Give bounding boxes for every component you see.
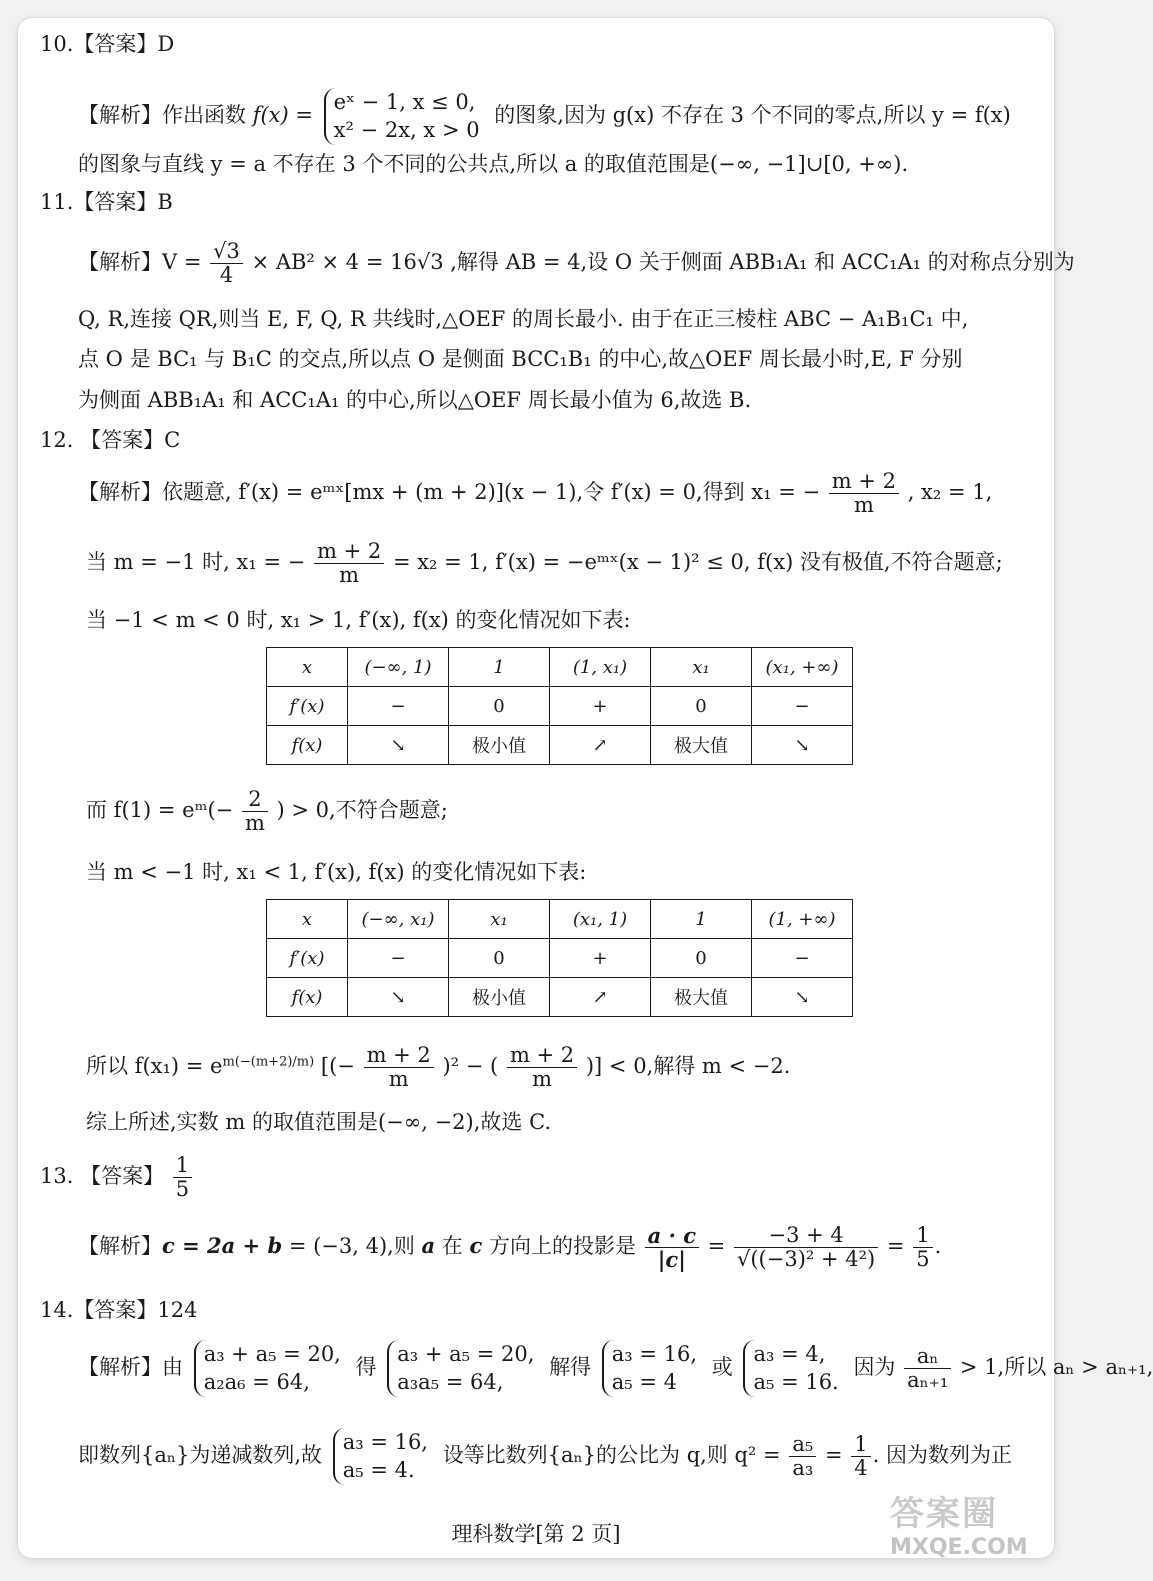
table2-cell: 1 xyxy=(651,900,752,939)
q13-text-g: 方向上的投影是 xyxy=(488,1234,636,1259)
q14-analysis-line1 xyxy=(78,1340,1153,1397)
q14-text-de: 得 xyxy=(355,1354,377,1379)
q10-piecewise xyxy=(324,88,484,145)
q12-fraction-1: $\frac{m + 2}{m}$ xyxy=(829,470,899,517)
table1-row xyxy=(267,687,853,726)
q12-analysis-line1 xyxy=(78,470,992,517)
q14-text-2c: = xyxy=(824,1442,843,1467)
q13-text-e: 在 xyxy=(441,1234,463,1259)
variation-table-1 xyxy=(266,647,853,765)
q14-text-2d: . 因为数列为正 xyxy=(872,1442,1012,1467)
table2-cell: − xyxy=(752,939,853,978)
table1-cell: (1, x₁) xyxy=(550,648,651,687)
table2-cell: ↘ xyxy=(752,978,853,1017)
q14-analysis-line2 xyxy=(78,1428,1012,1485)
q12-fraction-4: $\frac{m + 2}{m}$ xyxy=(364,1044,434,1091)
table2-cell: 极大值 xyxy=(651,978,752,1017)
q14-heading: 14.【答案】124 xyxy=(40,1298,198,1322)
q14-q-fraction: $\frac{\text{a₅}}{\text{a₃}}$ xyxy=(789,1433,816,1480)
q14-quarter-fraction: $\frac{1}{4}$ xyxy=(851,1433,870,1480)
table2-cell: 0 xyxy=(449,939,550,978)
q10-case1: eˣ − 1, x ≤ 0, xyxy=(333,90,476,114)
q12-text-4a: 而 f(1) = eᵐ(− xyxy=(86,798,234,823)
q12-heading: 12. 【答案】C xyxy=(40,428,181,452)
document-page xyxy=(18,18,1153,1560)
table2-cell: (−∞, x₁) xyxy=(348,900,449,939)
q14-text-a: 【解析】由 xyxy=(78,1354,183,1379)
q10-function-name: f(x) = xyxy=(252,102,313,127)
table1-cell: (−∞, 1) xyxy=(348,648,449,687)
table1-cell: − xyxy=(348,687,449,726)
q12-text-2b: = x₂ = 1, f′(x) = −eᵐˣ(x − 1)² ≤ 0, f(x) 没有极值,不符合题意; xyxy=(392,550,1003,575)
q14-text-2b: 设等比数列{aₙ}的公比为 q,则 q² = xyxy=(442,1442,781,1467)
q11-heading: 11.【答案】B xyxy=(40,190,173,214)
table1-row xyxy=(267,726,853,765)
q14-system-1: a₃ + a₅ = 20, a₂a₆ = 64, xyxy=(194,1340,345,1397)
table2-cell: f(x) xyxy=(267,978,348,1017)
q14-text-2a: 即数列{aₙ}为递减数列,故 xyxy=(78,1442,323,1467)
q14-system-4: a₃ = 4, a₅ = 16. xyxy=(743,1340,842,1397)
table1-cell: − xyxy=(752,687,853,726)
q10-analysis-text: 【解析】作出函数 xyxy=(78,102,246,127)
q14-system-3: a₃ = 16, a₅ = 4 xyxy=(602,1340,701,1397)
page-footer: 理科数学[第 2 页] xyxy=(451,1522,621,1546)
table1-cell: ↗ xyxy=(550,726,651,765)
table2-row xyxy=(267,900,853,939)
table1-cell: 0 xyxy=(651,687,752,726)
table2-cell: f′(x) xyxy=(267,939,348,978)
q13-analysis: 【解析】c = 2a + b = (−3, 4),则 a 在 c 方向上的投影是 $\frac{a \cdot c}{|c|}$ = $\frac{-3 + 4}{\text{√((−3)² + 4²)}}$ = $\frac{1}{5}$ . xyxy=(78,1223,942,1273)
q12-exponent: m(−(m+2)/m) xyxy=(222,1054,315,1070)
q13-text-a: 【解析】 xyxy=(78,1234,162,1259)
q13-answer-fraction: $\frac{1}{5}$ xyxy=(173,1154,192,1201)
table2-cell: 极小值 xyxy=(449,978,550,1017)
q11-analysis-line1 xyxy=(78,240,1075,287)
q12-text-6d: )] < 0,解得 m < −2. xyxy=(585,1054,791,1079)
variation-table-2 xyxy=(266,899,853,1017)
q13-text-c: = (−3, 4),则 xyxy=(288,1234,415,1259)
table1-cell: x xyxy=(267,648,348,687)
q11-fraction: $\frac{√3}{4}$ xyxy=(210,240,243,287)
table1-cell: ↘ xyxy=(752,726,853,765)
watermark-logo: 答案圈 xyxy=(890,1494,998,1534)
table2-cell: − xyxy=(348,939,449,978)
table1-cell: 极大值 xyxy=(651,726,752,765)
q12-text-2a: 当 m = −1 时, x₁ = − xyxy=(86,550,306,575)
q13-heading xyxy=(40,1154,194,1201)
q12-text-6a: 所以 f(x₁) = e xyxy=(86,1054,223,1079)
q12-text-b: , x₂ = 1, xyxy=(907,480,993,505)
q10-analysis-cont: 的图象,因为 g(x) 不存在 3 个不同的零点,所以 y = f(x) xyxy=(494,102,1011,127)
table2-cell: + xyxy=(550,939,651,978)
q10-heading: 10.【答案】D xyxy=(40,32,175,56)
q14-ratio-fraction: $\frac{\text{aₙ}}{\text{aₙ₊₁}}$ xyxy=(904,1345,951,1392)
q12-fraction-3: $\frac{2}{m}$ xyxy=(242,788,268,835)
q12-text-4b: ) > 0,不符合题意; xyxy=(276,798,448,823)
q11-text-b: × AB² × 4 = 16√3 ,解得 AB = 4,设 O 关于侧面 ABB₁A₁ 和 ACC₁A₁ 的对称点分别为 xyxy=(251,250,1075,275)
q14-system-5: a₃ = 16, a₅ = 4. xyxy=(333,1428,432,1485)
table1-cell: f(x) xyxy=(267,726,348,765)
table1-cell: + xyxy=(550,687,651,726)
table2-cell: x xyxy=(267,900,348,939)
q14-text-jiede: 解得 xyxy=(549,1354,592,1379)
q13-vector-a: a xyxy=(421,1233,436,1259)
q12-text-6c: )² − ( xyxy=(442,1054,499,1079)
q14-text-tail: > 1,所以 aₙ > aₙ₊₁, xyxy=(959,1354,1153,1379)
q14-text-huo: 或 xyxy=(711,1354,733,1379)
q12-text-a: 【解析】依题意, f′(x) = eᵐˣ[mx + (m + 2)](x − 1),令 f′(x) = 0,得到 x₁ = − xyxy=(78,480,821,505)
q13-heading-text: 13. 【答案】 xyxy=(40,1164,165,1189)
table2-cell: ↘ xyxy=(348,978,449,1017)
q11-analysis-line3: 点 O 是 BC₁ 与 B₁C 的交点,所以点 O 是侧面 BCC₁B₁ 的中心,故△OEF 周长最小时,E, F 分别 xyxy=(78,347,963,371)
q10-case2: x² − 2x, x > 0 xyxy=(333,118,480,143)
q13-value-fraction: $\frac{-3 + 4}{\text{√((−3)² + 4²)}}$ xyxy=(734,1224,878,1271)
table2-cell: ↗ xyxy=(550,978,651,1017)
q14-system-2: a₃ + a₅ = 20, a₃a₅ = 64, xyxy=(387,1340,538,1397)
q12-analysis-line4 xyxy=(86,788,448,835)
q12-fraction-2: $\frac{m + 2}{m}$ xyxy=(314,540,384,587)
q13-vector-c: c xyxy=(469,1233,483,1259)
table2-row xyxy=(267,978,853,1017)
q12-text-6b: [(− xyxy=(320,1054,355,1079)
table2-cell: (x₁, 1) xyxy=(550,900,651,939)
q12-fraction-5: $\frac{m + 2}{m}$ xyxy=(507,1044,577,1091)
table2-row xyxy=(267,939,853,978)
q13-equals-2: = xyxy=(886,1234,905,1259)
q12-analysis-line3: 当 −1 < m < 0 时, x₁ > 1, f′(x), f(x) 的变化情况如下表: xyxy=(86,608,631,632)
table1-cell: 1 xyxy=(449,648,550,687)
q12-analysis-line6 xyxy=(86,1044,790,1091)
q13-result-fraction: $\frac{1}{5}$ xyxy=(913,1224,932,1271)
table2-cell: 0 xyxy=(651,939,752,978)
table2-cell: x₁ xyxy=(449,900,550,939)
watermark xyxy=(890,1486,1040,1558)
q13-equals-1: = xyxy=(707,1234,726,1259)
q13-vector-eq: c = 2a + b xyxy=(162,1233,283,1259)
table1-cell: f′(x) xyxy=(267,687,348,726)
q10-analysis-line1 xyxy=(78,88,1011,145)
q11-text-a: 【解析】V = xyxy=(78,250,202,275)
table2-cell: (1, +∞) xyxy=(752,900,853,939)
q11-analysis-line4: 为侧面 ABB₁A₁ 和 ACC₁A₁ 的中心,所以△OEF 周长最小值为 6,故选 B. xyxy=(78,388,752,412)
table1-cell: 0 xyxy=(449,687,550,726)
table1-cell: (x₁, +∞) xyxy=(752,648,853,687)
table1-cell: x₁ xyxy=(651,648,752,687)
table1-cell: ↘ xyxy=(348,726,449,765)
q12-analysis-line2 xyxy=(86,540,1003,587)
q10-analysis-line2: 的图象与直线 y = a 不存在 3 个不同的公共点,所以 a 的取值范围是(−∞, −1]∪[0, +∞). xyxy=(78,152,909,176)
q13-projection-fraction: $\frac{a \cdot c}{|c|}$ xyxy=(645,1224,699,1271)
q12-conclusion: 综上所述,实数 m 的取值范围是(−∞, −2),故选 C. xyxy=(86,1110,552,1134)
q12-analysis-line5: 当 m < −1 时, x₁ < 1, f′(x), f(x) 的变化情况如下表: xyxy=(86,860,587,884)
table1-row xyxy=(267,648,853,687)
watermark-site: MXQE.COM xyxy=(890,1535,1028,1560)
q14-text-because: 因为 xyxy=(853,1354,896,1379)
table1-cell: 极小值 xyxy=(449,726,550,765)
q11-analysis-line2: Q, R,连接 QR,则当 E, F, Q, R 共线时,△OEF 的周长最小. 由于在正三棱柱 ABC − A₁B₁C₁ 中, xyxy=(78,307,969,331)
